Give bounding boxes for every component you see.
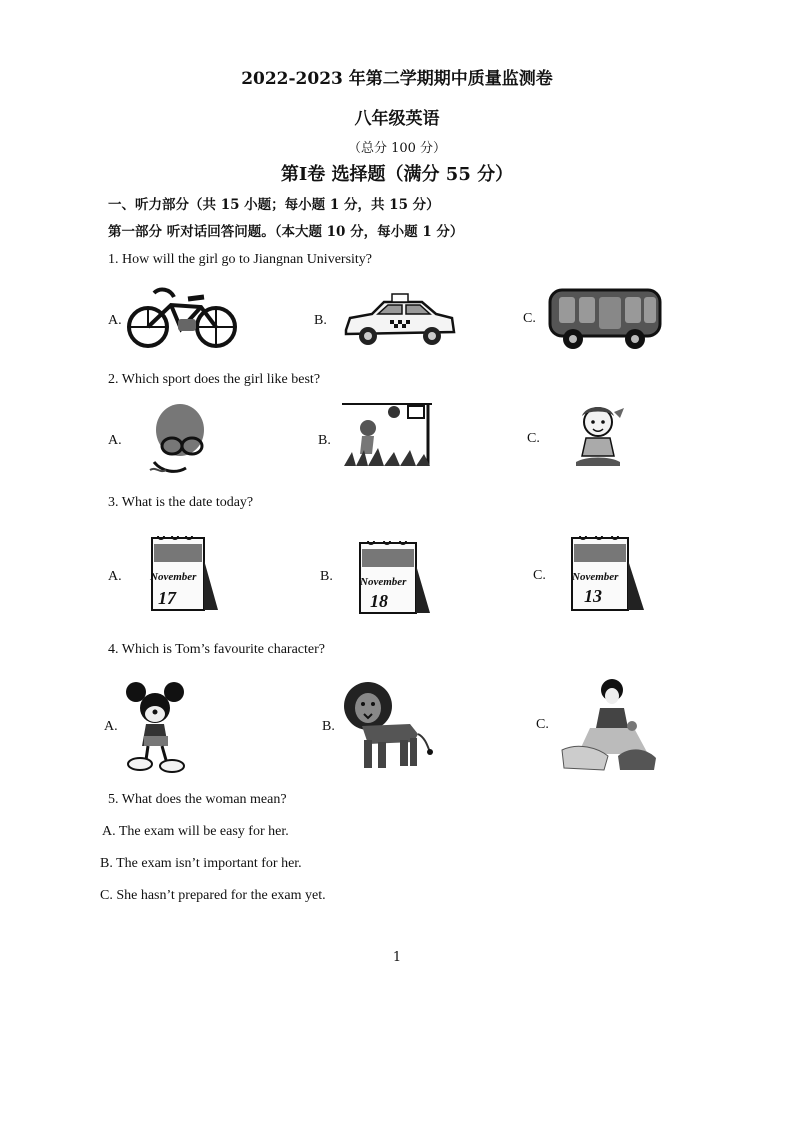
calendar-18-icon [354,535,432,617]
q4-option-b-label: B. [322,719,335,734]
basketball-icon [338,400,436,472]
calendar-17-icon [146,530,220,614]
q3-option-a-label: A. [108,569,122,584]
q2-option-a-label: A. [108,433,122,448]
q5-choice-c: C. She hasn’t prepared for the exam yet. [100,888,326,903]
taxi-icon [340,290,458,352]
section-title: 第Ⅰ卷 选择题（满分 55 分） [280,164,514,185]
q3-a-month: November [150,571,197,583]
question-5: 5. What does the woman mean? [108,792,287,807]
bus-icon [547,287,663,351]
question-1: 1. How will the girl go to Jiangnan University? [108,252,373,267]
page-number: 1 [392,950,402,965]
question-2: 2. Which sport does the girl like best? [108,372,321,387]
exam-subtitle: 八年级英语 [354,109,440,129]
q1-option-c-label: C. [523,311,536,326]
q4-option-a-label: A. [104,719,118,734]
girl-icon [566,400,628,468]
bicycle-icon [126,285,238,351]
question-4: 4. Which is Tom’s favourite character? [108,642,325,657]
listening-heading: 一、听力部分（共 15 小题；每小题 1 分，共 15 分） [108,197,440,213]
q4-option-c-label: C. [536,717,549,732]
q5-choice-a: A. The exam will be easy for her. [102,824,289,839]
q3-option-c-label: C. [533,568,546,583]
swimming-icon [146,400,212,476]
q3-b-month: November [360,576,407,588]
exam-title: 2022-2023 年第二学期期中质量监测卷 [241,69,553,89]
q1-option-a-label: A. [108,313,122,328]
snow-white-icon [558,676,658,776]
q3-a-day: 17 [158,588,176,608]
listening-part1: 第一部分 听对话回答问题。（本大题 10 分，每小题 1 分） [108,224,464,240]
lion-icon [338,678,434,774]
q3-option-b-label: B. [320,569,333,584]
q3-c-month: November [572,571,619,583]
q3-c-day: 13 [584,586,602,606]
question-3: 3. What is the date today? [108,495,254,510]
q2-option-b-label: B. [318,433,331,448]
total-score: （总分 100 分） [347,141,447,156]
q3-b-day: 18 [370,591,388,611]
q1-option-b-label: B. [314,313,327,328]
q2-option-c-label: C. [527,431,540,446]
q5-choice-b: B. The exam isn’t important for her. [100,856,302,871]
calendar-13-icon [566,530,646,614]
mickey-icon [124,680,188,774]
